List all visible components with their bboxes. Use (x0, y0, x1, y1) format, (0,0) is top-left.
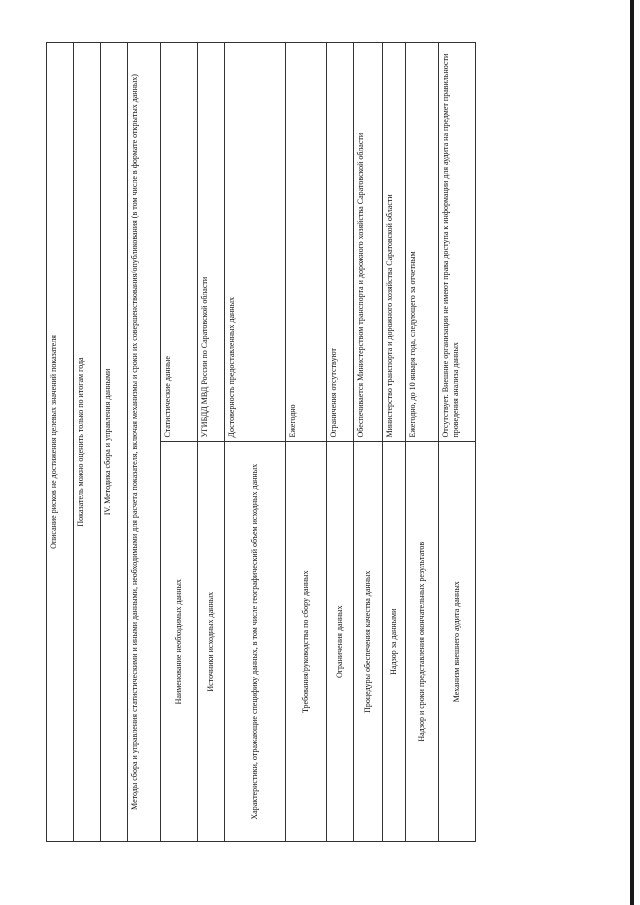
row-label: Источники исходных данных (198, 442, 225, 842)
row-value: Ежегодно (286, 43, 327, 443)
row-value: Обеспечивается Министерством транспорта и дорожного хозяйства Саратовской области (354, 43, 383, 443)
table-row (439, 43, 476, 842)
row-value: УГИБДД МВД России по Саратовской области (198, 43, 225, 443)
table-row (406, 43, 439, 842)
row-label: Характеристики, отражающие специфику данных, в том числе географический объем исходных данных (225, 442, 286, 842)
methods-row: Методы сбора и управления статистическими и иными данными, необходимыми для расчета показателя, включая механизмы и сроки их совершенствования/опубликования (в том числе в формате открытых данных) (128, 43, 161, 842)
row-value: Ограничения отсутствуют (327, 43, 354, 443)
table-row (161, 43, 198, 842)
row-value: Достоверность предоставленных данных (225, 43, 286, 443)
row-label: Требования/руководства по сбору данных (286, 442, 327, 842)
table-row (327, 43, 354, 842)
methodology-table (46, 42, 476, 842)
table-row (225, 43, 286, 842)
table-row (198, 43, 225, 842)
scan-edge (630, 0, 634, 905)
section-title: IV. Методика сбора и управления данными (101, 43, 128, 842)
risks-row: Описание рисков не достижения целевых значений показателя (47, 43, 74, 842)
row-value: Ежегодно, до 10 января года, следующего за отчетным (406, 43, 439, 443)
assessment-row: Показатель можно оценить только по итогам года (74, 43, 101, 842)
row-value: Отсутствует. Внешние организации не имеют права доступа к информации для аудита на предмет правильности проведения анализа данных (439, 43, 476, 443)
row-label: Наименование необходимых данных (161, 442, 198, 842)
row-value: Министерство транспорта и дорожного хозяйства Саратовской области (383, 43, 406, 443)
table-row (383, 43, 406, 842)
row-value: Статистические данные (161, 43, 198, 443)
table-row (354, 43, 383, 842)
row-label: Надзор за данными (383, 442, 406, 842)
row-label: Ограничения данных (327, 442, 354, 842)
row-label: Процедуры обеспечения качества данных (354, 442, 383, 842)
row-label: Надзор и сроки представления окончательных результатов (406, 442, 439, 842)
row-label: Механизм внешнего аудита данных (439, 442, 476, 842)
table-row (286, 43, 327, 842)
rotated-page (46, 42, 462, 842)
